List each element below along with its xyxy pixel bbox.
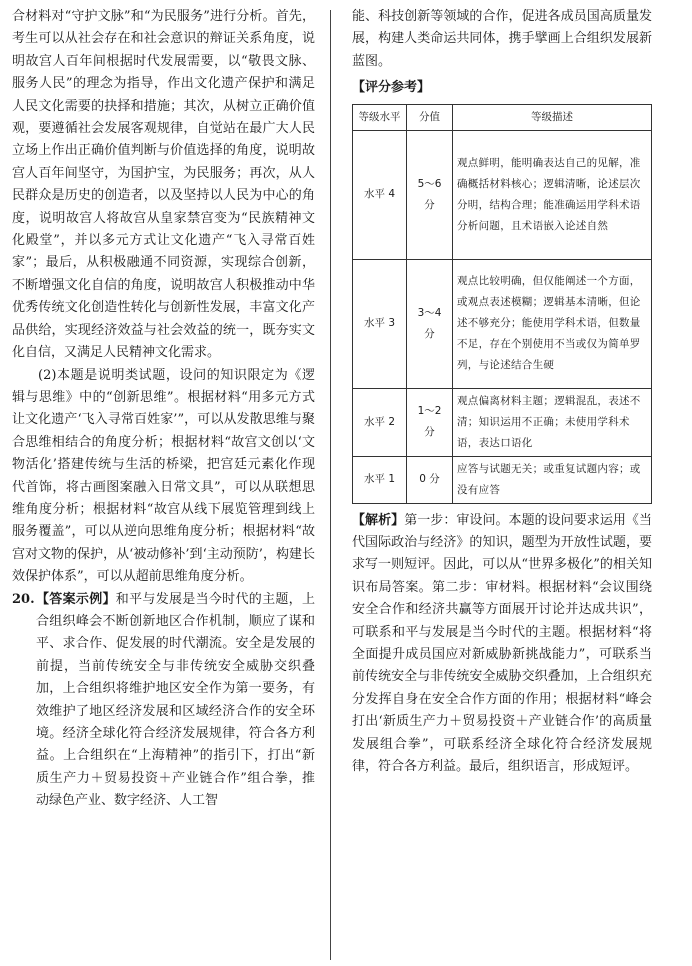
score-cell: 0 分 <box>407 456 453 503</box>
score-cell: 1～2 分 <box>407 388 453 456</box>
left-column <box>12 6 315 813</box>
question-number: 20. <box>12 591 35 607</box>
table-row <box>353 130 652 259</box>
description-cell: 观点比较明确，但仅能阐述一个方面，或观点表述模糊；逻辑基本清晰，但论述不够充分；能使用学科术语，但数量不足，存在个别使用不当或仅为简单罗列，与论述结合生硬 <box>453 259 652 388</box>
scoring-reference-heading: 【评分参考】 <box>352 80 431 96</box>
answer-example-tag: 【答案示例】 <box>36 591 116 607</box>
column-divider <box>330 10 331 960</box>
analysis-tag: 【解析】 <box>352 512 405 528</box>
grading-table <box>352 104 652 504</box>
header-level: 等级水平 <box>353 104 407 130</box>
level-cell: 水平 2 <box>353 388 407 456</box>
score-cell: 5～6 分 <box>407 130 453 259</box>
table-row <box>353 259 652 388</box>
description-cell: 应答与试题无关；或重复试题内容；或没有应答 <box>453 456 652 503</box>
right-column <box>352 6 652 779</box>
header-score: 分值 <box>407 104 453 130</box>
analysis-paragraph <box>352 510 652 779</box>
score-cell: 3～4 分 <box>407 259 453 388</box>
answer-paragraph-2: (2)本题是说明类试题，设问的知识限定为《逻辑与思维》中的“创新思维”。根据材料“用多元方式让文化遗产‘飞入寻常百姓家’”，可以从发散思维与聚合思维相结合的角度分析；根据材料“故宫文创以‘文物活化’搭建传统与生活的桥梁，把宫廷元素化作现代首饰，将古画图案融入日常文具”，可以从联想思维角度分析；根据材料“故宫从线下展览管理到线上服务覆盖”，可以从逆向思维角度分析；根据材料“故宫对文物的保护，从‘被动修补’到‘主动预防’，构建长效保护体系”，可以从超前思维角度分析。 <box>12 367 315 585</box>
table-row <box>353 456 652 503</box>
header-description: 等级描述 <box>453 104 652 130</box>
description-cell: 观点鲜明，能明确表达自己的见解，准确概括材料核心；逻辑清晰，论述层次分明，结构合理；能准确运用学科术语分析问题，且术语嵌入论述自然 <box>453 130 652 259</box>
level-cell: 水平 4 <box>353 130 407 259</box>
table-row <box>353 388 652 456</box>
description-cell: 观点偏离材料主题；逻辑混乱，表述不清；知识运用不正确；未使用学科术语，表达口语化 <box>453 388 652 456</box>
answer-example-text: 和平与发展是当今时代的主题，上合组织峰会不断创新地区合作机制，顺应了谋和平、求合作、促发展的时代潮流。安全是发展的前提，当前传统安全与非传统安全威胁交织叠加，上合组织将维护地区安全作为第一要务，有效维护了地区经济发展和区域经济合作的安全环境。经济全球化符合经济发展规律，符合各方利益。上合组织在“上海精神”的指引下，打出“新质生产力＋贸易投资＋产业链合作”组合拳，推动绿色产业、数字经济、人工智 <box>36 591 315 809</box>
table-header-row <box>353 104 652 130</box>
question-20 <box>12 589 315 813</box>
level-cell: 水平 1 <box>353 456 407 503</box>
analysis-text: 第一步：审设问。本题的设问要求运用《当代国际政治与经济》的知识，题型为开放性试题，要求写一则短评。因此，可以从“世界多极化”的相关知识布局答案。第二步：审材料。根据材料“会议围绕安全合作和经济共赢等方面展开讨论并达成共识”，可联系和平与发展是当今时代的主题。根据材料“将全面提升成员国应对新威胁新挑战能力”，可联系当前传统安全与非传统安全威胁交织叠加，上合组织充分发挥自身在安全合作方面的作用；根据材料“峰会打出‘新质生产力＋贸易投资＋产业链合作’的高质量发展组合拳”，可联系经济全球化符合经济发展规律，符合各方利益。最后，组织语言，形成短评。 <box>352 512 652 775</box>
level-cell: 水平 3 <box>353 259 407 388</box>
answer-continuation: 能、科技创新等领域的合作，促进各成员国高质量发展，构建人类命运共同体，携手擘画上合组织发展新蓝图。 <box>352 9 652 69</box>
answer-paragraph-1: 合材料对“守护文脉”和“为民服务”进行分析。首先，考生可以从社会存在和社会意识的辩证关系角度，说明故宫人百年间根据时代发展需要，以“敬畏文脉、服务人民”的理念为指导，作出文化遗产保护和满足人民文化需要的抉择和措施；其次，从树立正确价值观，要遵循社会发展客观规律，自觉站在最广大人民立场上作出正确价值判断与价值选择的角度，说明故宫人百年间坚守，为国护宝，为民服务；再次，从人民群众是历史的创造者，以及坚持以人民为中心的角度，说明故宫人将故宫从皇家禁宫变为“民族精神文化殿堂”，并以多元方式让文化遗产“飞入寻常百姓家”；最后，从积极融通不同资源，实现综合创新，不断增强文化自信的角度，说明故宫人积极推动中华优秀传统文化创造性转化与创新性发展，丰富文化产品供给，实现经济效益与社会效益的统一，既夯实文化自信，又满足人民精神文化需求。 <box>12 9 315 361</box>
